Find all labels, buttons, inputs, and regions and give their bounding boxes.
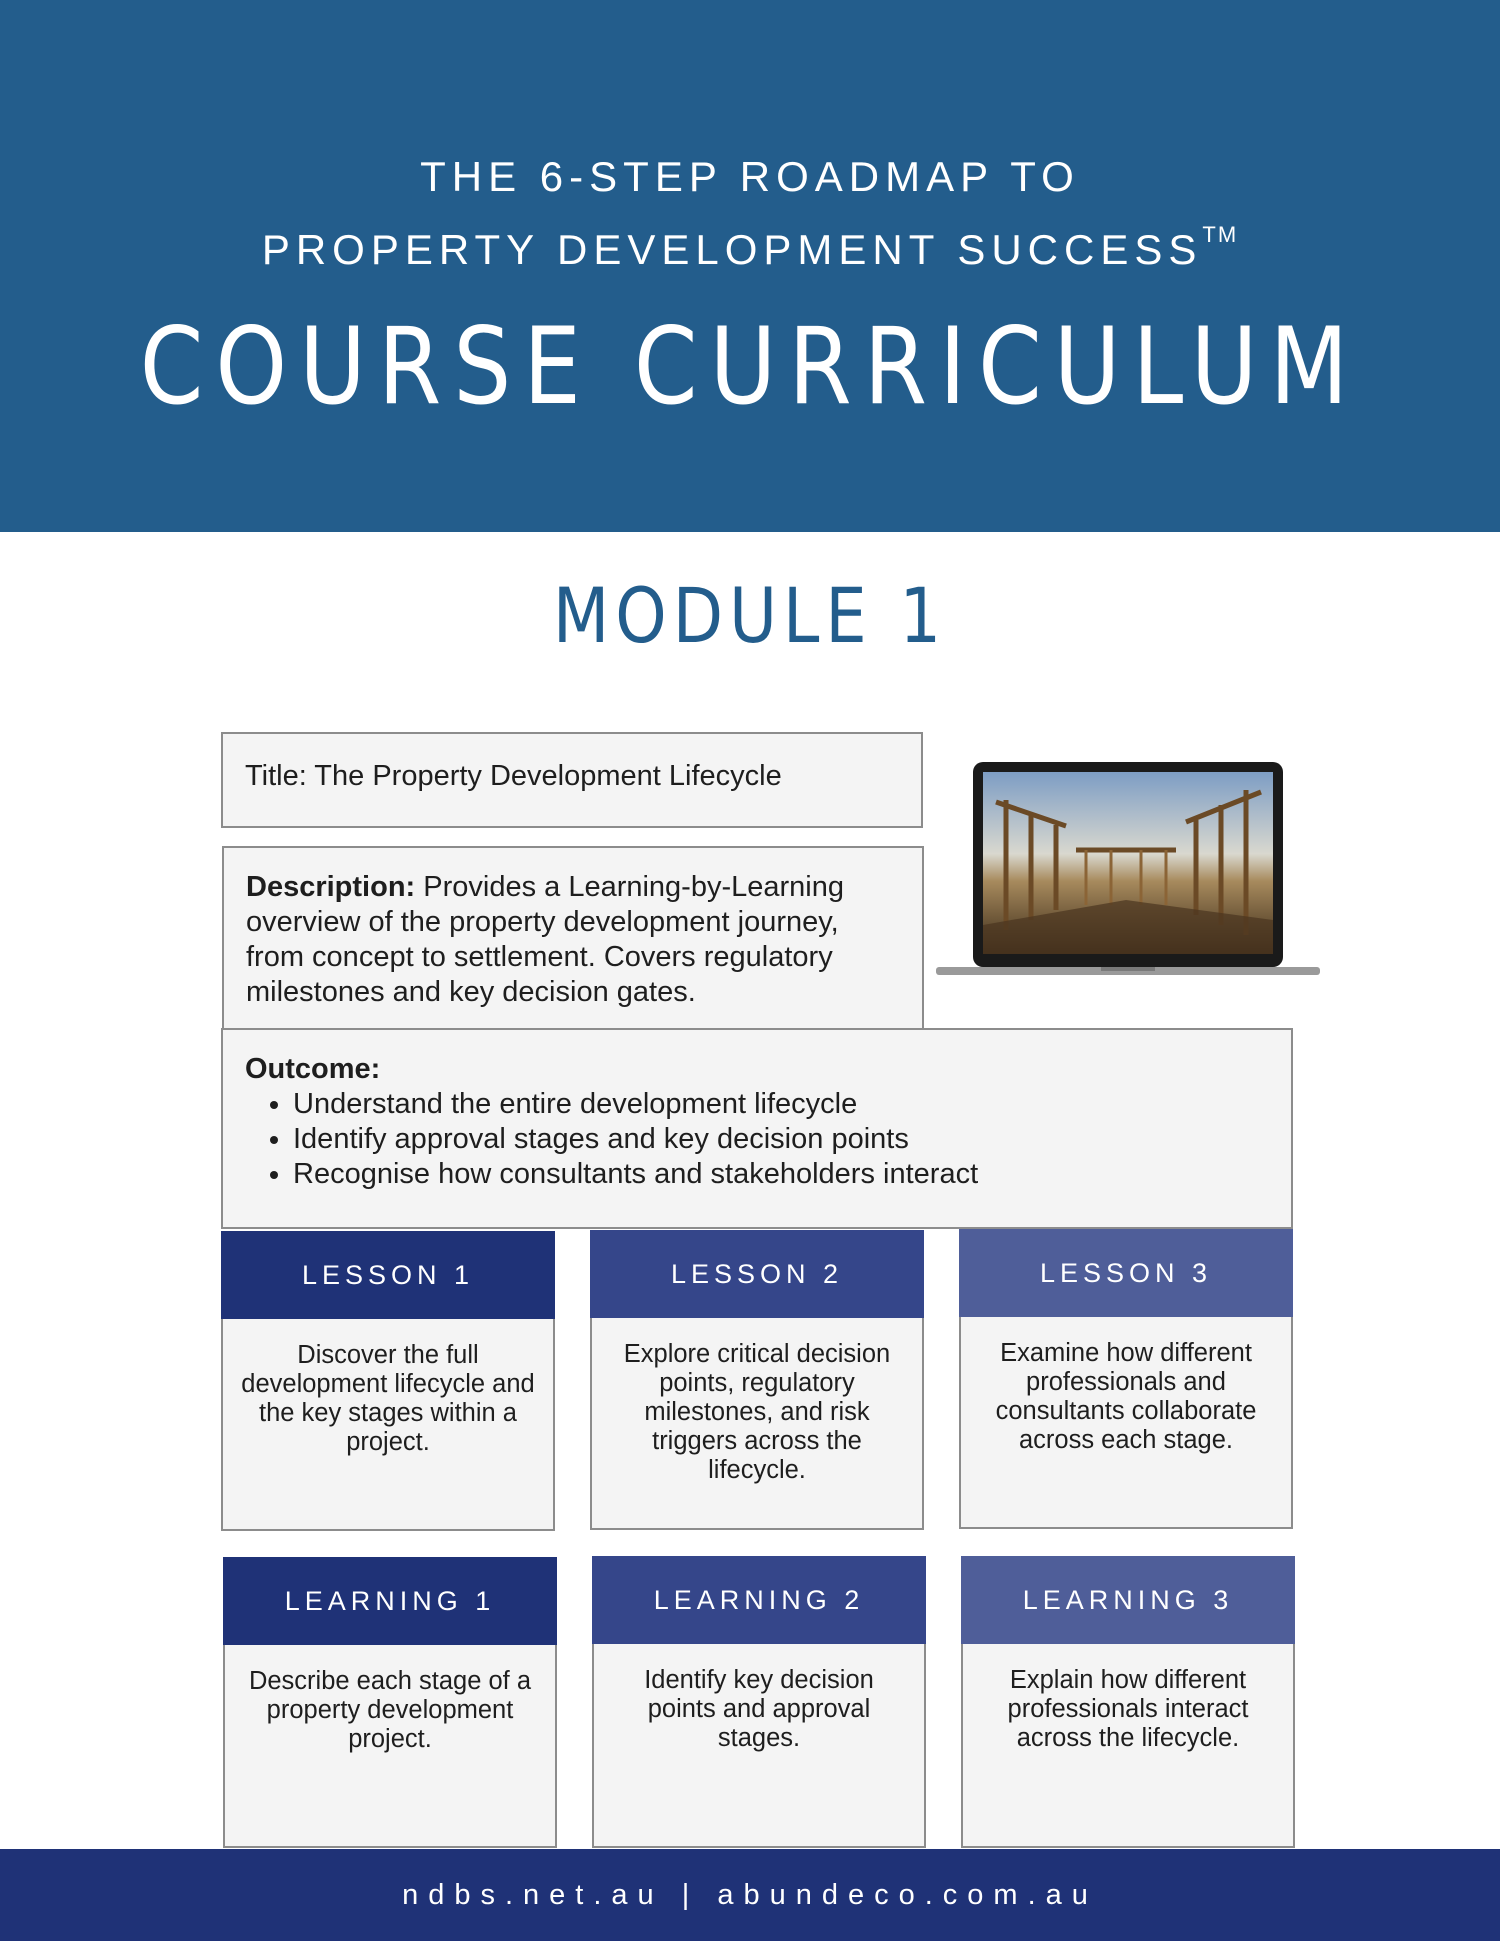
- lesson-card-2: [590, 1230, 924, 1530]
- outcome-item: • Recognise how consultants and stakeholders interact: [293, 1157, 1269, 1192]
- lesson-text-2: Explore critical decision points, regulatory milestones, and risk triggers across the lifecycle.: [623, 1340, 891, 1484]
- lesson-card-3: [959, 1229, 1293, 1529]
- subtitle-line-2-text: PROPERTY DEVELOPMENT SUCCESS: [261, 226, 1203, 273]
- outcome-list: [245, 1087, 1269, 1192]
- module-heading: MODULE 1: [552, 571, 948, 660]
- module-title-text: Title: The Property Development Lifecycle: [245, 760, 782, 792]
- outcome-item: • Identify approval stages and key decision points: [293, 1122, 1269, 1157]
- learning-card-1: [223, 1557, 557, 1848]
- lesson-header-2: [590, 1230, 924, 1318]
- outcome-label: Outcome:: [245, 1053, 381, 1085]
- lesson-card-1: [221, 1231, 555, 1531]
- learning-card-3: [961, 1556, 1295, 1848]
- trademark-mark: TM: [1202, 222, 1239, 247]
- outcome-box: [221, 1028, 1293, 1229]
- learning-card-2: [592, 1556, 926, 1848]
- lesson-body-3: [959, 1317, 1293, 1529]
- description-label: Description:: [246, 871, 416, 903]
- learning-body-1: [223, 1645, 557, 1848]
- module-title-box: [221, 732, 923, 828]
- lesson-body-1: [221, 1319, 555, 1531]
- description-text: Provides a Learning-by-Learning overview of the property development journey, from concept to settlement. Covers regulatory milestones and key decision gates.: [246, 871, 844, 1008]
- header-banner: [0, 0, 1500, 532]
- lesson-header-3: [959, 1229, 1293, 1317]
- lesson-body-2: [590, 1318, 924, 1530]
- subtitle-line-1: THE 6-STEP ROADMAP TO: [420, 153, 1080, 200]
- lesson-label-1: LESSON 1: [301, 1259, 475, 1290]
- lesson-text-1: Discover the full development lifecycle and the key stages within a project.: [241, 1341, 535, 1456]
- learning-header-3: [961, 1556, 1295, 1644]
- subtitle: [0, 148, 1500, 279]
- footer-bar: [0, 1849, 1500, 1941]
- learning-header-1: [223, 1557, 557, 1645]
- learning-text-1: Describe each stage of a property development project.: [248, 1667, 532, 1753]
- lesson-header-1: [221, 1231, 555, 1319]
- learning-label-1: LEARNING 1: [284, 1585, 496, 1616]
- page-title: COURSE CURRICULUM: [139, 305, 1361, 428]
- learning-body-3: [961, 1644, 1295, 1848]
- lesson-text-3: Examine how different professionals and consultants collaborate across each stage.: [995, 1339, 1257, 1454]
- lesson-label-3: LESSON 3: [1039, 1257, 1213, 1288]
- footer-links: ndbs.net.au | abundeco.com.au: [402, 1879, 1098, 1911]
- description-box: [222, 846, 924, 1030]
- learning-text-2: Identify key decision points and approval stages.: [644, 1666, 874, 1752]
- learning-label-2: LEARNING 2: [653, 1584, 865, 1615]
- learning-body-2: [592, 1644, 926, 1848]
- learning-header-2: [592, 1556, 926, 1644]
- subtitle-line-2: [0, 206, 1500, 279]
- laptop-image: [936, 760, 1320, 982]
- outcome-item: • Understand the entire development lifecycle: [293, 1087, 1269, 1122]
- learning-label-3: LEARNING 3: [1022, 1584, 1234, 1615]
- lesson-label-2: LESSON 2: [670, 1258, 844, 1289]
- learning-text-3: Explain how different professionals interact across the lifecycle.: [1007, 1666, 1249, 1752]
